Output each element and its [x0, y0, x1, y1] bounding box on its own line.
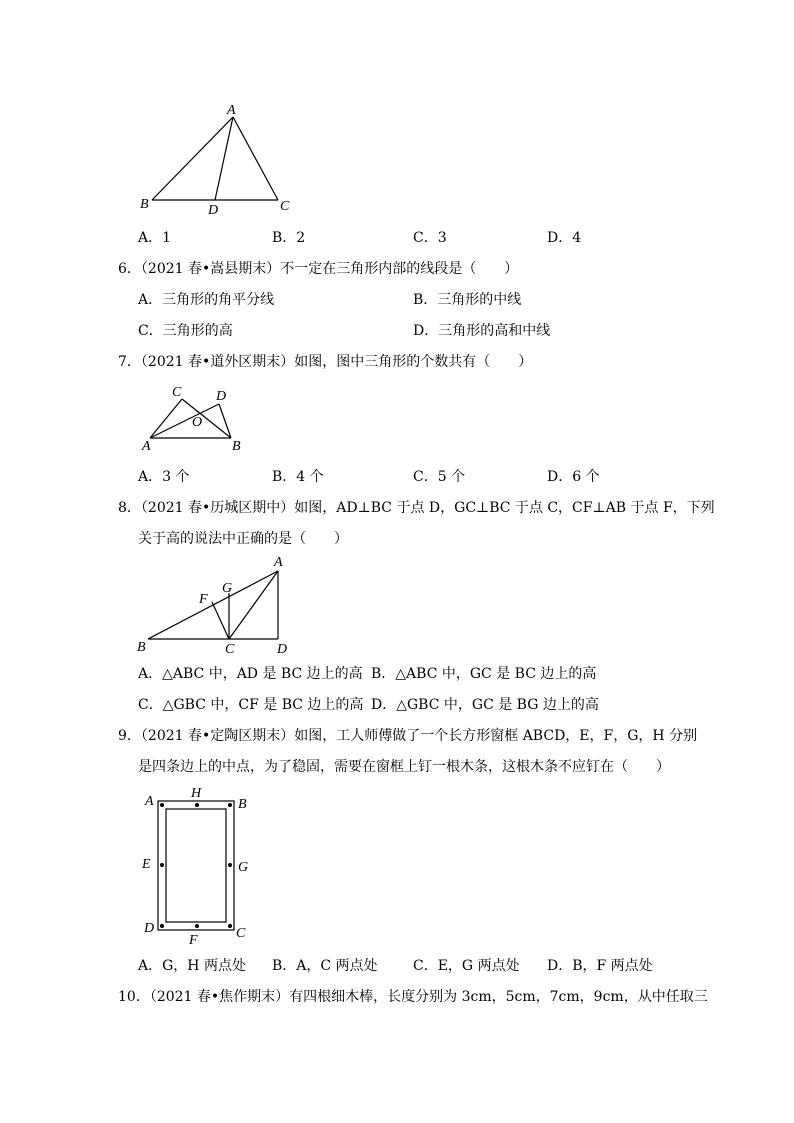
- q8-label-F: F: [199, 592, 208, 607]
- q7-label-C: C: [172, 385, 182, 400]
- q9-label-E: E: [142, 857, 151, 872]
- q7-label-A: A: [142, 439, 151, 454]
- q8-label-D: D: [277, 642, 288, 657]
- q9-label-G: G: [238, 860, 249, 875]
- q6-option-a[interactable]: A．三角形的角平分线: [138, 292, 275, 308]
- q5-option-b[interactable]: B．2: [272, 230, 306, 246]
- q8-question-line1: 8．（2021 春•历城区期中）如图，AD⊥BC 于点 D，GC⊥BC 于点 C，CF⊥AB 于点 F，下列: [118, 500, 715, 516]
- q10-question: 10．（2021 春•焦作期末）有四根细木棒，长度分别为 3cm，5cm，7cm，9cm，从中任取三: [118, 989, 708, 1005]
- q9-label-F: F: [189, 933, 198, 948]
- q6-question: 6．（2021 春•嵩县期末）不一定在三角形内部的线段是（ ）: [118, 261, 519, 277]
- q8-option-a[interactable]: A．△ABC 中，AD 是 BC 边上的高: [138, 666, 363, 682]
- q7-triangles-figure: [135, 380, 255, 455]
- q9-label-C: C: [236, 926, 246, 941]
- q7-option-d[interactable]: D．6 个: [547, 469, 600, 485]
- q8-label-B: B: [137, 640, 146, 655]
- q6-option-b[interactable]: B．三角形的中线: [413, 292, 522, 308]
- q5-option-a[interactable]: A．1: [138, 230, 172, 246]
- q5-label-D: D: [208, 203, 219, 218]
- q5-label-A: A: [227, 103, 236, 118]
- q7-label-B: B: [232, 439, 241, 454]
- q9-question-line2: 是四条边上的中点，为了稳固，需要在窗框上钉一根木条，这根木条不应钉在（ ）: [138, 759, 670, 775]
- q9-option-d[interactable]: D．B，F 两点处: [547, 958, 653, 974]
- q8-option-b[interactable]: B．△ABC 中，GC 是 BC 边上的高: [371, 666, 597, 682]
- q8-label-A: A: [274, 555, 283, 570]
- q6-option-c[interactable]: C．三角形的高: [138, 323, 233, 339]
- q8-option-c[interactable]: C．△GBC 中，CF 是 BC 边上的高: [138, 697, 364, 713]
- q8-option-d[interactable]: D．△GBC 中，GC 是 BG 边上的高: [371, 697, 599, 713]
- q7-label-O: O: [192, 415, 203, 430]
- q9-label-A: A: [145, 794, 154, 809]
- q8-heights-figure: [130, 552, 300, 657]
- q5-label-B: B: [140, 197, 149, 212]
- q9-label-D: D: [144, 921, 155, 936]
- q9-option-b[interactable]: B．A，C 两点处: [272, 958, 378, 974]
- q5-label-C: C: [280, 199, 290, 214]
- q8-label-G: G: [222, 581, 233, 596]
- q5-option-c[interactable]: C．3: [413, 230, 447, 246]
- q8-question-line2: 关于高的说法中正确的是（ ）: [138, 531, 348, 547]
- q9-question-line1: 9．（2021 春•定陶区期末）如图，工人师傅做了一个长方形窗框 ABCD，E，F，G，H 分别: [118, 728, 698, 744]
- q9-window-frame-figure: [130, 783, 260, 948]
- q7-label-D: D: [216, 389, 227, 404]
- q6-option-d[interactable]: D．三角形的高和中线: [413, 323, 551, 339]
- q9-label-H: H: [191, 786, 202, 801]
- q5-option-d[interactable]: D．4: [547, 230, 582, 246]
- q9-label-B: B: [238, 797, 247, 812]
- q5-triangle-figure: [130, 100, 300, 220]
- q9-option-c[interactable]: C．E，G 两点处: [413, 958, 520, 974]
- q9-option-a[interactable]: A．G，H 两点处: [138, 958, 246, 974]
- q8-label-C: C: [225, 642, 235, 657]
- q7-option-c[interactable]: C．5 个: [413, 469, 466, 485]
- q7-option-a[interactable]: A．3 个: [138, 469, 190, 485]
- q7-question: 7．（2021 春•道外区期末）如图，图中三角形的个数共有（ ）: [118, 354, 533, 370]
- q7-option-b[interactable]: B．4 个: [272, 469, 324, 485]
